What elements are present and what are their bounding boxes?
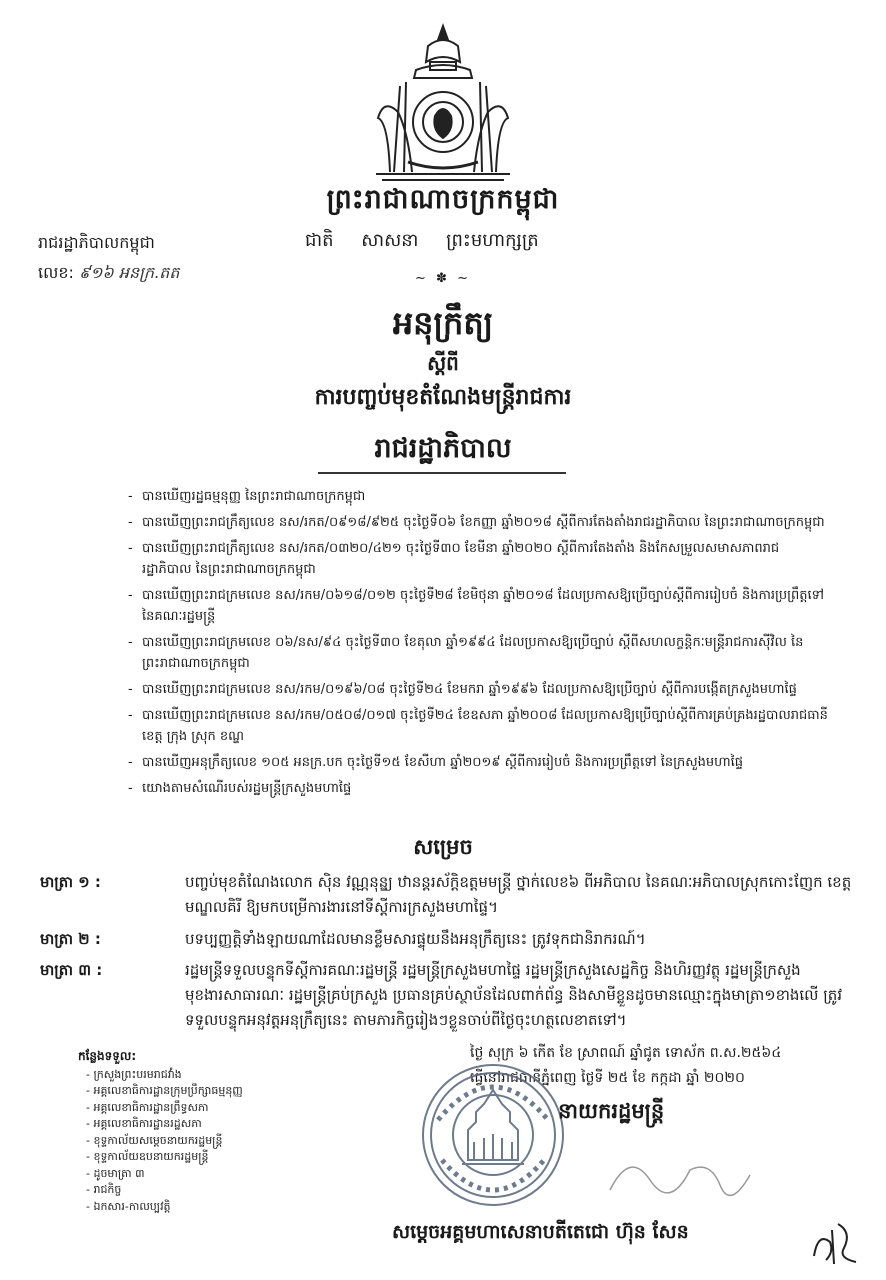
distribution-item: - អគ្គលេខាធិការដ្ឋានក្រុមប្រឹក្សាធម្មនុញ្ញ [86, 1084, 243, 1097]
issuing-authority: រាជរដ្ឋាភិបាលកម្ពុជា [38, 233, 155, 252]
month-prefix: ខែ [632, 1070, 647, 1086]
official-seal-stamp [418, 1060, 568, 1210]
signatory-name: សម្តេចអគ្គមហាសេនាបតីតេជោ ហ៊ុន សែន [392, 1221, 689, 1243]
article-3 [40, 958, 860, 1033]
kingdom-title: ព្រះរាជាណាចក្រកម្ពុជា [326, 184, 560, 215]
solar-month: កក្កដា [650, 1070, 682, 1086]
about-label: ស្តីពី [427, 351, 459, 375]
article-text: រដ្ឋមន្ត្រីទទួលបន្ទុកទីស្តីការគណៈរដ្ឋមន្ត្រី រដ្ឋមន្ត្រីក្រសួងមហាផ្ទៃ រដ្ឋមន្ត្រីក្រសួងសេដ្ឋកិច្ច និងហិរញ្ញវត្ថុ រដ្ឋមន្ត្រីក្រសួងមុខងារសាធារណៈ រដ្ឋមន្ត្រីគ្រប់ក្រសួង ប្រធានគ្រប់ស្ថាប័នដែលពាក់ព័ន្ធ និងសាមីខ្លួនដូចមានឈ្មោះក្នុងមាត្រា១ខាងលើ ត្រូវទទួលបន្ទុកអនុវត្តអនុក្រឹត្យនេះ តាមភារកិច្ចរៀងៗខ្លួនចាប់ពីថ្ងៃចុះហត្ថលេខាតទៅ។ [185, 961, 842, 1029]
reference-item: - បានឃើញព្រះរាជក្រមលេខ ០៦/នស/៩៤ ចុះថ្ងៃទី៣០ ខែតុលា ឆ្នាំ១៩៩៤ ដែលប្រកាសឱ្យប្រើច្បាប់ ស្តីពីសហលក្ខន្តិកៈមន្ត្រីរាជការស៊ីវិល នៃព្រះរាជាណាចក្រកម្ពុជា [128, 632, 828, 674]
article-label: មាត្រា ១ : [40, 873, 101, 891]
distribution-item: - ខុទ្ទកាល័យសម្តេចនាយករដ្ឋមន្ត្រី [86, 1133, 223, 1147]
lunar-date: ថ្ងៃ សុក្រ ៦ កើត ខែ ស្រាពណ៍ ឆ្នាំជូត ទោស័ក ព.ស.២៥៦៤ [470, 1045, 782, 1061]
article-2 [40, 927, 860, 952]
handwritten-signature [600, 1140, 760, 1210]
distribution-heading: កន្លែងទទួល: [78, 1049, 137, 1063]
reference-item: - យោងតាមសំណើរបស់រដ្ឋមន្ត្រីក្រសួងមហាផ្ទៃ [128, 778, 828, 799]
solar-year: ២០២០ [703, 1070, 745, 1086]
solar-day: ២៥ [607, 1070, 629, 1086]
solar-date-prefix: ធ្វើនៅរាជធានីភ្នំពេញ ថ្ងៃទី [470, 1070, 604, 1086]
distribution-list [78, 1048, 243, 1215]
distribution-item: - ក្រសួងព្រះបរមរាជវាំង [86, 1067, 182, 1081]
reference-item: - បានឃើញព្រះរាជក្រមលេខ នស/រកម/០៦១៨/០១២ ចុះថ្ងៃទី២៨ ខែមិថុនា ឆ្នាំ២០១៨ ដែលប្រកាសឱ្យប្រើច្បាប់ស្តីពីការរៀបចំ និងការប្រព្រឹត្តទៅ នៃគណៈរដ្ឋមន្ត្រី [128, 585, 828, 627]
reference-item: - បានឃើញព្រះរាជក្រឹត្យលេខ នស/រកត/០៣២០/៤២១ ចុះថ្ងៃទី៣០ ខែមីនា ឆ្នាំ២០២០ ស្តីពីការតែងតាំង និងកែសម្រួលសមាសភាពរាជរដ្ឋាភិបាល នៃព្រះរាជាណាចក្រកម្ពុជា [128, 538, 828, 580]
distribution-item: - អគ្គលេខាធិការដ្ឋានរដ្ឋសភា [86, 1117, 202, 1130]
distribution-item: - ខុទ្ទកាល័យឧបនាយករដ្ឋមន្ត្រី [86, 1150, 209, 1163]
distribution-item: - អគ្គលេខាធិការដ្ឋានព្រឹទ្ធសភា [86, 1100, 209, 1114]
decision-heading: សម្រេច [413, 835, 473, 859]
distribution-item: - រាជកិច្ច [86, 1183, 122, 1196]
reference-item: - បានឃើញព្រះរាជក្រមលេខ នស/រកម/០៥០៨/០១៧ ចុះថ្ងៃទី២៤ ខែឧសភា ឆ្នាំ២០០៨ ដែលប្រកាសឱ្យប្រើច្បាប់ស្តីពីការគ្រប់គ្រងរដ្ឋបាលរាជធានី ខេត្ត ក្រុង ស្រុក ខណ្ឌ [128, 705, 828, 747]
reference-item: - បានឃើញរដ្ឋធម្មនុញ្ញ នៃព្រះរាជាណាចក្រកម្ពុជា [128, 486, 828, 507]
national-motto: ជាតិ សាសនា ព្រះមហាក្សត្រ [305, 230, 539, 251]
document-type: អនុក្រឹត្យ [392, 304, 494, 342]
reference-item: - បានឃើញព្រះរាជក្រឹត្យលេខ នស/រកត/០៩១៨/៩២៥ ចុះថ្ងៃទី០៦ ខែកញ្ញា ឆ្នាំ២០១៨ ស្តីពីការតែងតាំងរាជរដ្ឋាភិបាល នៃព្រះរាជាណាចក្រកម្ពុជា [128, 512, 828, 533]
signatory-title: នាយករដ្ឋមន្ត្រី [558, 1099, 665, 1123]
year-prefix: ឆ្នាំ [686, 1070, 700, 1086]
reference-item: - បានឃើញអនុក្រឹត្យលេខ ១០៥ អនក្រ.បក ចុះថ្ងៃទី១៥ ខែសីហា ឆ្នាំ២០១៩ ស្តីពីការរៀបចំ និងការប្រព្រឹត្តទៅ នៃក្រសួងមហាផ្ទៃ [128, 752, 828, 773]
document-subject: ការបញ្ចប់មុខតំណែងមន្ត្រីរាជការ [314, 385, 572, 410]
initials-mark [808, 1212, 866, 1268]
reference-number-prefix: លេខ: [38, 263, 74, 282]
distribution-item: - ឯកសារ-កាលប្បវត្តិ [86, 1199, 171, 1213]
article-label: មាត្រា ៣ : [40, 961, 103, 979]
article-text: បញ្ចប់មុខតំណែងលោក ស៊ិន វណ្ណនុន្ឌ្យ ឋានន្តរស័ក្តិឧត្តមមន្ត្រី ថ្នាក់លេខ៦ ពីអភិបាល នៃគណៈអភិបាលស្រុកកោះញែក ខេត្តមណ្ឌលគិរី ឱ្យមកបម្រើការងារនៅទីស្តីការក្រសួងមហាផ្ទៃ។ [185, 873, 852, 916]
ornament-divider: ~ ✽ ~ [415, 271, 471, 286]
royal-coat-of-arms-emblem [368, 22, 518, 184]
article-text: បទប្បញ្ញត្តិទាំងឡាយណាដែលមានខ្លឹមសារផ្ទុយនឹងអនុក្រឹត្យនេះ ត្រូវទុកជានិរាករណ៍។ [185, 930, 646, 948]
article-1 [40, 870, 860, 920]
reference-item: - បានឃើញព្រះរាជក្រមលេខ នស/រកម/០១៩៦/០៨ ចុះថ្ងៃទី២៤ ខែមករា ឆ្នាំ១៩៩៦ ដែលប្រកាសឱ្យប្រើច្បាប់ ស្តីពីការបង្កើតក្រសួងមហាផ្ទៃ [128, 679, 828, 700]
reference-number-value: ៩១៦ អនក្រ.តត [78, 263, 180, 282]
legal-references-list [128, 486, 828, 804]
heading-underline [318, 472, 566, 474]
article-label: មាត្រា ២ : [40, 930, 101, 948]
issuing-body-heading: រាជរដ្ឋាភិបាល [374, 433, 512, 464]
distribution-item: - ដូចមាត្រា ៣ [86, 1166, 145, 1180]
